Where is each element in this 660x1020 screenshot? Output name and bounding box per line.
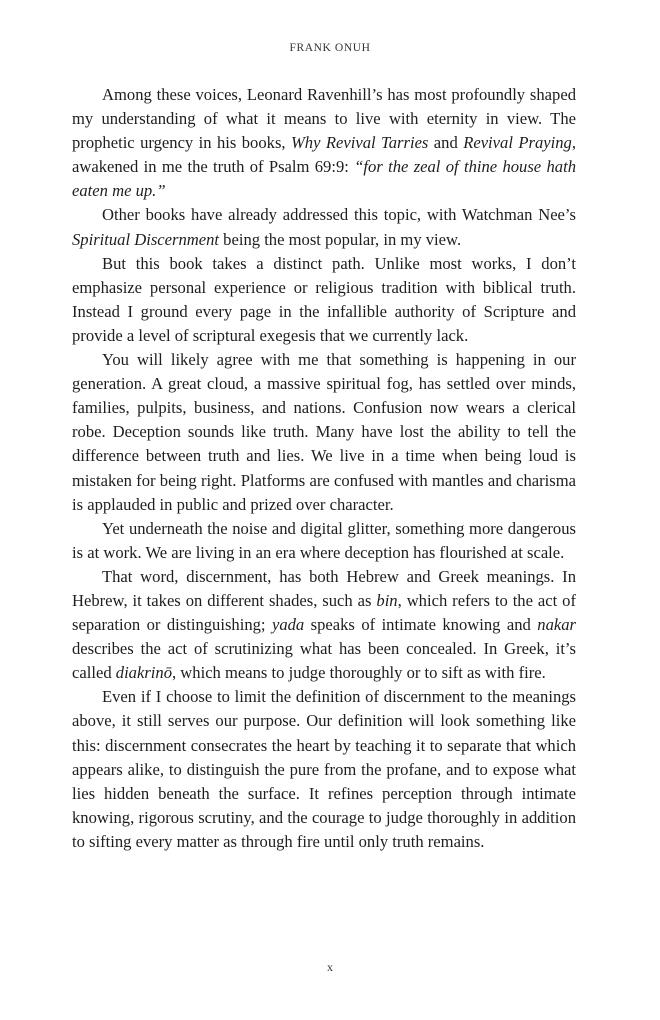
body-text (72, 83, 576, 854)
text-run: That word, discernment, has both Hebrew and Greek meanings. In Hebrew, it takes on different shades, such as (72, 566, 576, 610)
paragraph (72, 83, 576, 203)
paragraph (72, 203, 576, 251)
text-run: , awakened in me the truth of Psalm 69:9: (72, 133, 576, 177)
text-run: But this book takes a distinct path. Unlike most works, I don’t emphasize personal experience or religious tradition with biblical truth. Instead I ground every page in the infallible authority of Scripture and provide a level of scriptural exegesis that we currently lack. (72, 253, 576, 345)
running-head: FRANK ONUH (289, 42, 371, 54)
text-run: Other books have already addressed this topic, with Watchman Nee’s (102, 205, 576, 225)
italic-text: bin (376, 590, 398, 610)
text-run: Among these voices, Leonard Ravenhill’s has most profoundly shaped my understanding of what it means to live with eternity in view. The prophetic urgency in his books, (72, 85, 576, 153)
italic-text: “for the zeal of thine house hath eaten me up.” (72, 157, 576, 201)
italic-text: Revival Praying (463, 133, 572, 153)
paragraph (72, 565, 576, 685)
italic-text: yada (271, 615, 305, 635)
italic-text: nakar (537, 615, 576, 635)
text-run: You will likely agree with me that something is happening in our generation. A great cloud, a massive spiritual fog, has settled over minds, families, pulpits, business, and nations. Confusion now wears a clerical robe. Deception sounds like truth. Many have lost the ability to tell the difference between truth and lies. We live in a time when being loud is mistaken for being right. Platforms are confused with mantles and charisma is applauded in public and prized over character. (72, 350, 576, 514)
text-run: Yet underneath the noise and digital glitter, something more dangerous is at work. We are living in an era where deception has flourished at scale. (72, 518, 576, 562)
text-run: describes the act of scrutinizing what has been concealed. In Greek, it’s called (72, 639, 576, 683)
text-run: speaks of intimate knowing and (304, 615, 538, 635)
italic-text: diakrinō (115, 663, 172, 683)
paragraph (72, 517, 576, 565)
paragraph (72, 685, 576, 854)
paragraph (72, 252, 576, 348)
text-run: , which refers to the act of separation or distinguishing; (72, 590, 576, 635)
italic-text: Spiritual Discernment (72, 229, 220, 249)
text-run: and (428, 133, 464, 153)
text-run: , which means to judge thoroughly or to sift as with fire. (172, 663, 546, 683)
text-run: being the most popular, in my view. (219, 229, 462, 249)
italic-text: Why Revival Tarries (290, 133, 429, 153)
text-run: Even if I choose to limit the definition of discernment to the meanings above, it still serves our purpose. Our definition will look something like this: discernment consecrates the heart by teaching it to separate that which appears alike, to distinguish the pure from the profane, and to expose what lies hidden beneath the surface. It refines perception through intimate knowing, rigorous scrutiny, and the courage to judge thoroughly in addition to sifting every matter as through fire until only truth remains. (72, 687, 576, 851)
page-number: x (327, 960, 333, 974)
paragraph (72, 348, 576, 517)
